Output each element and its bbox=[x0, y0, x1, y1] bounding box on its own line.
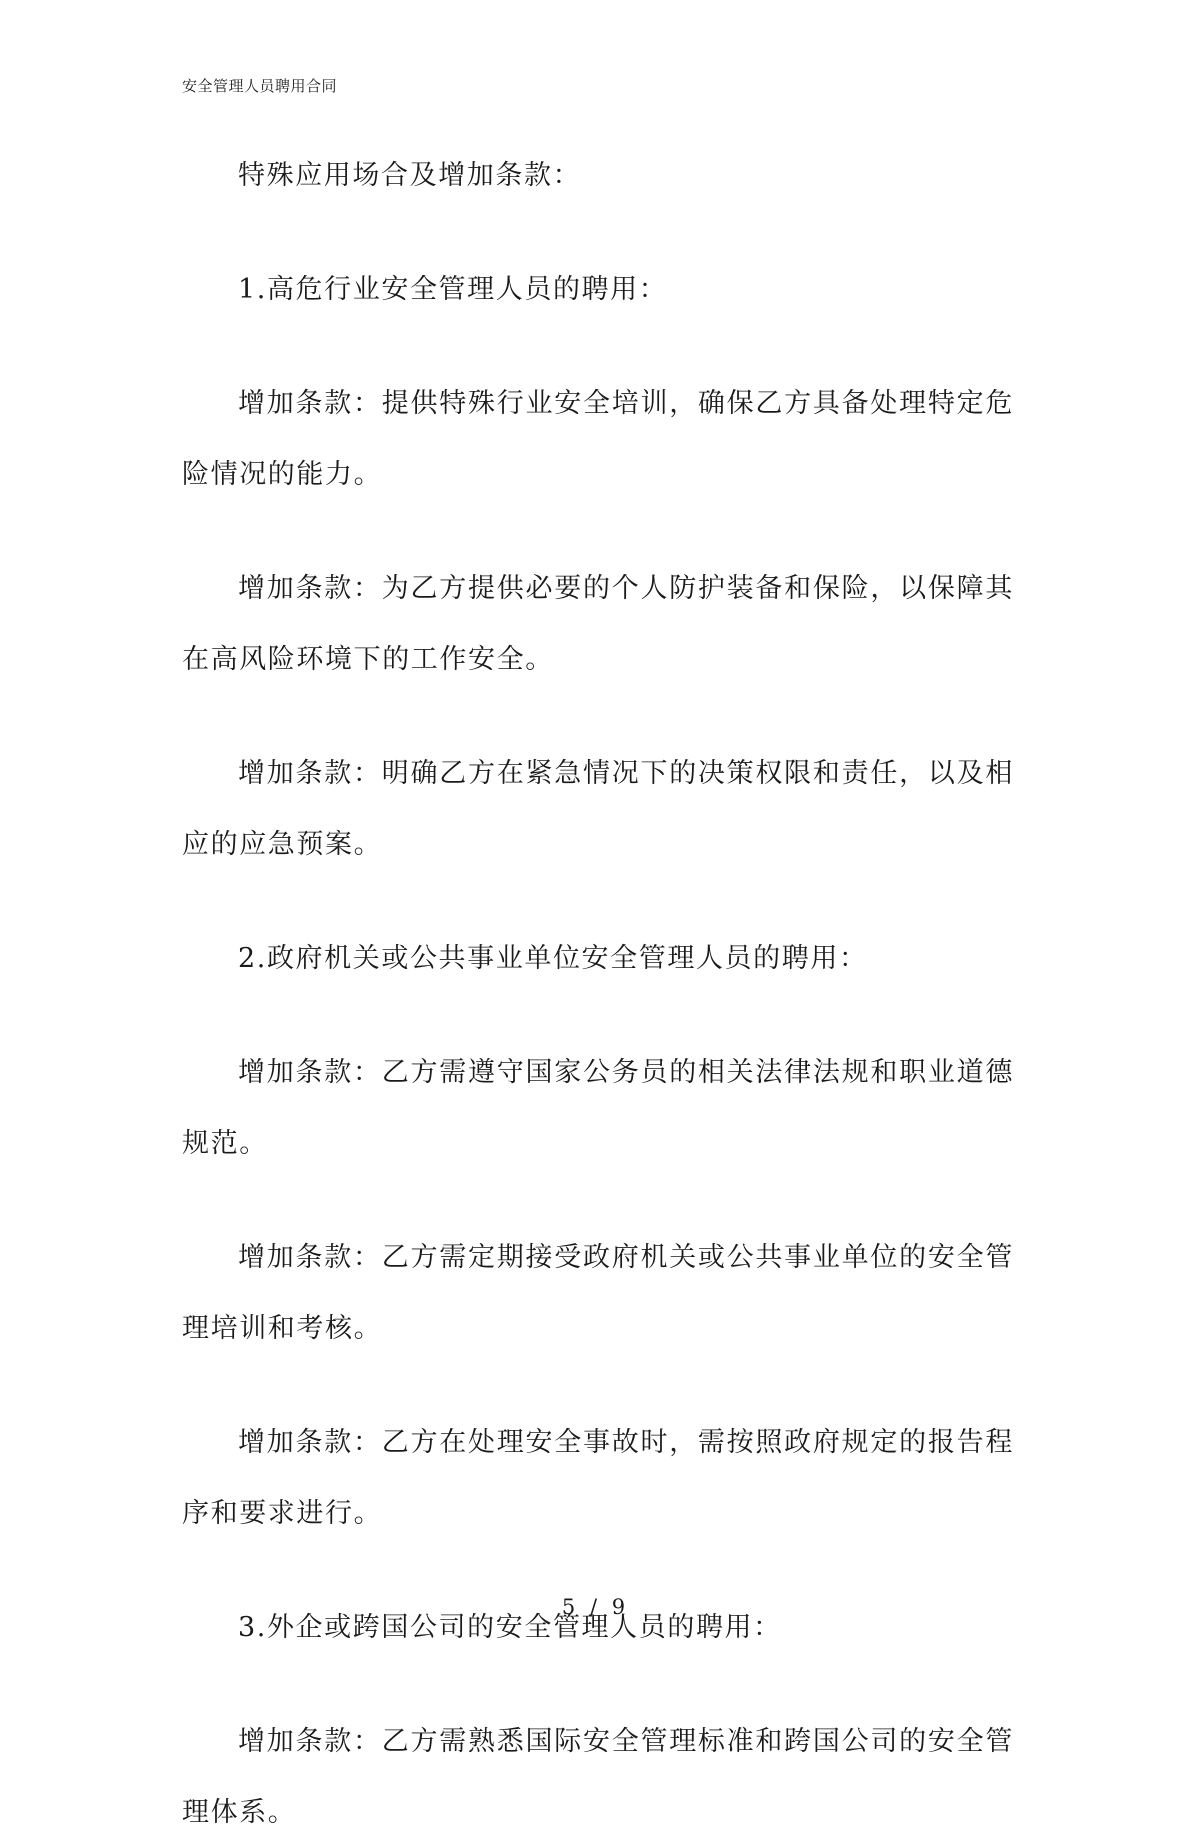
clause-paragraph: 增加条款：明确乙方在紧急情况下的决策权限和责任，以及相应的应急预案。 bbox=[182, 758, 1014, 860]
clause-paragraph: 增加条款：乙方需熟悉国际安全管理标准和跨国公司的安全管理体系。 bbox=[182, 1726, 1014, 1828]
section-heading: 特殊应用场合及增加条款： bbox=[238, 160, 582, 191]
page-number: 5 / 9 bbox=[561, 1595, 630, 1619]
clause-paragraph: 增加条款：乙方需遵守国家公务员的相关法律法规和职业道德规范。 bbox=[182, 1057, 1014, 1159]
clause-paragraph: 增加条款：提供特殊行业安全培训，确保乙方具备处理特定危险情况的能力。 bbox=[182, 388, 1014, 490]
clause-paragraph: 增加条款：乙方在处理安全事故时，需按照政府规定的报告程序和要求进行。 bbox=[182, 1427, 1014, 1529]
section-heading: 2.政府机关或公共事业单位安全管理人员的聘用： bbox=[238, 943, 868, 974]
clause-paragraph: 增加条款：为乙方提供必要的个人防护装备和保险，以保障其在高风险环境下的工作安全。 bbox=[182, 573, 1014, 675]
section-heading: 1.高危行业安全管理人员的聘用： bbox=[238, 274, 668, 305]
clause-paragraph: 增加条款：乙方需定期接受政府机关或公共事业单位的安全管理培训和考核。 bbox=[182, 1242, 1014, 1344]
section-heading: 3.外企或跨国公司的安全管理人员的聘用： bbox=[238, 1612, 782, 1643]
document-body bbox=[182, 140, 1014, 1848]
running-header: 安全管理人员聘用合同 bbox=[182, 77, 338, 95]
